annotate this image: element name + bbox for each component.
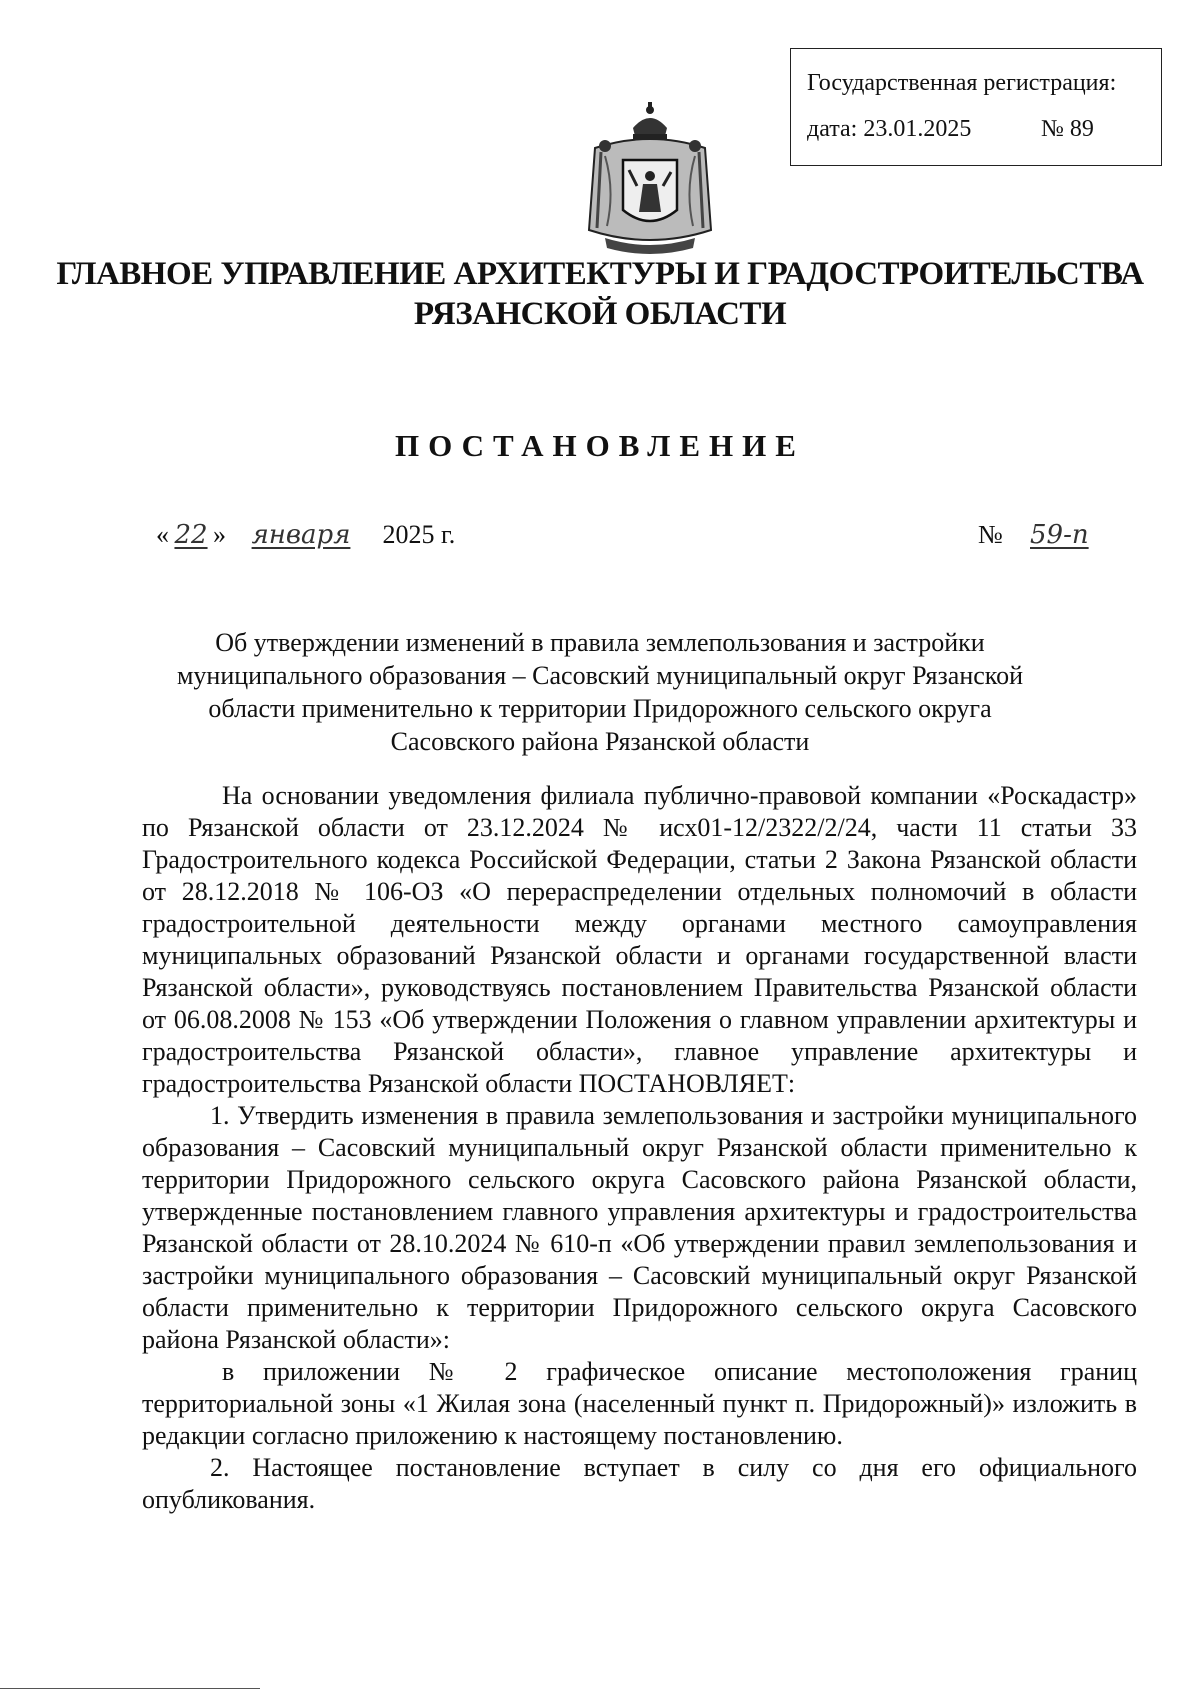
document-body <box>142 780 1137 1516</box>
date-open-quote: « <box>156 520 169 549</box>
handwritten-month: января <box>251 520 351 550</box>
registration-title: Государственная регистрация: <box>807 70 1117 96</box>
footer-divider <box>0 1688 260 1689</box>
item-2-paragraph: 2. Настоящее постановление вступает в силу со дня его официального опубликования. <box>142 1453 1137 1514</box>
handwritten-number: 59-п <box>1030 520 1089 550</box>
registration-number: № 89 <box>1041 116 1094 142</box>
document-subject <box>170 626 1030 758</box>
date-close-quote: » <box>213 520 226 549</box>
document-type: ПОСТАНОВЛЕНИЕ <box>395 428 805 463</box>
subject-line: муниципального образования – Сасовский муниципальный округ Рязанской <box>176 661 1024 690</box>
coat-of-arms-icon <box>575 100 725 260</box>
subject-line: области применительно к территории Придорожного сельского округа <box>208 694 992 723</box>
item-1-paragraph: 1. Утвердить изменения в правила землепользования и застройки муниципального образования – Сасовский муниципальный округ Рязанской области применительно к территории Придорожного сельского округа Сасовского района Рязанской области, утвержденные постановлением главного управления архитектуры и градостроительства Рязанской области от 28.10.2024 № 610-п «Об утверждении правил землепользования и застройки муниципального образования – Сасовский муниципальный округ Рязанской области применительно к территории Придорожного сельского округа Сасовского района Рязанской области»: <box>142 1101 1137 1354</box>
subject-line: Об утверждении изменений в правила землепользования и застройки <box>215 628 985 657</box>
item-1-subparagraph: в приложении № 2 графическое описание местоположения границ территориальной зоны «1 Жилая зона (населенный пункт п. Придорожный)» изложить в редакции согласно приложению к настоящему постановлению. <box>142 1357 1137 1450</box>
registration-stamp <box>790 48 1162 166</box>
handwritten-day: 22 <box>174 520 208 550</box>
date-year: 2025 г. <box>382 520 456 549</box>
number-label: № <box>978 520 1003 549</box>
registration-date: дата: 23.01.2025 <box>807 116 972 142</box>
organization-title-line2: РЯЗАНСКОЙ ОБЛАСТИ <box>413 296 787 332</box>
organization-title-line1: ГЛАВНОЕ УПРАВЛЕНИЕ АРХИТЕКТУРЫ И ГРАДОСТРОИТЕЛЬСТВА <box>56 256 1144 292</box>
subject-line: Сасовского района Рязанской области <box>390 727 810 756</box>
preamble-paragraph: На основании уведомления филиала публично-правовой компании «Роскадастр» по Рязанской области от 23.12.2024 № исх01-12/2322/2/24, части 11 статьи 33 Градостроительного кодекса Российской Федерации, статьи 2 Закона Рязанской области от 28.12.2018 № 106-ОЗ «О перераспределении отдельных полномочий в области градостроительной деятельности между органами местного самоуправления муниципальных образований Рязанской области и органами государственной власти Рязанской области», руководствуясь постановлением Правительства Рязанской области от 06.08.2008 № 153 «Об утверждении Положения о главном управлении архитектуры и градостроительства Рязанской области», главное управление архитектуры и градостроительства Рязанской области ПОСТАНОВЛЯЕТ: <box>142 781 1137 1098</box>
document-number <box>978 520 1109 550</box>
document-date <box>156 520 455 550</box>
